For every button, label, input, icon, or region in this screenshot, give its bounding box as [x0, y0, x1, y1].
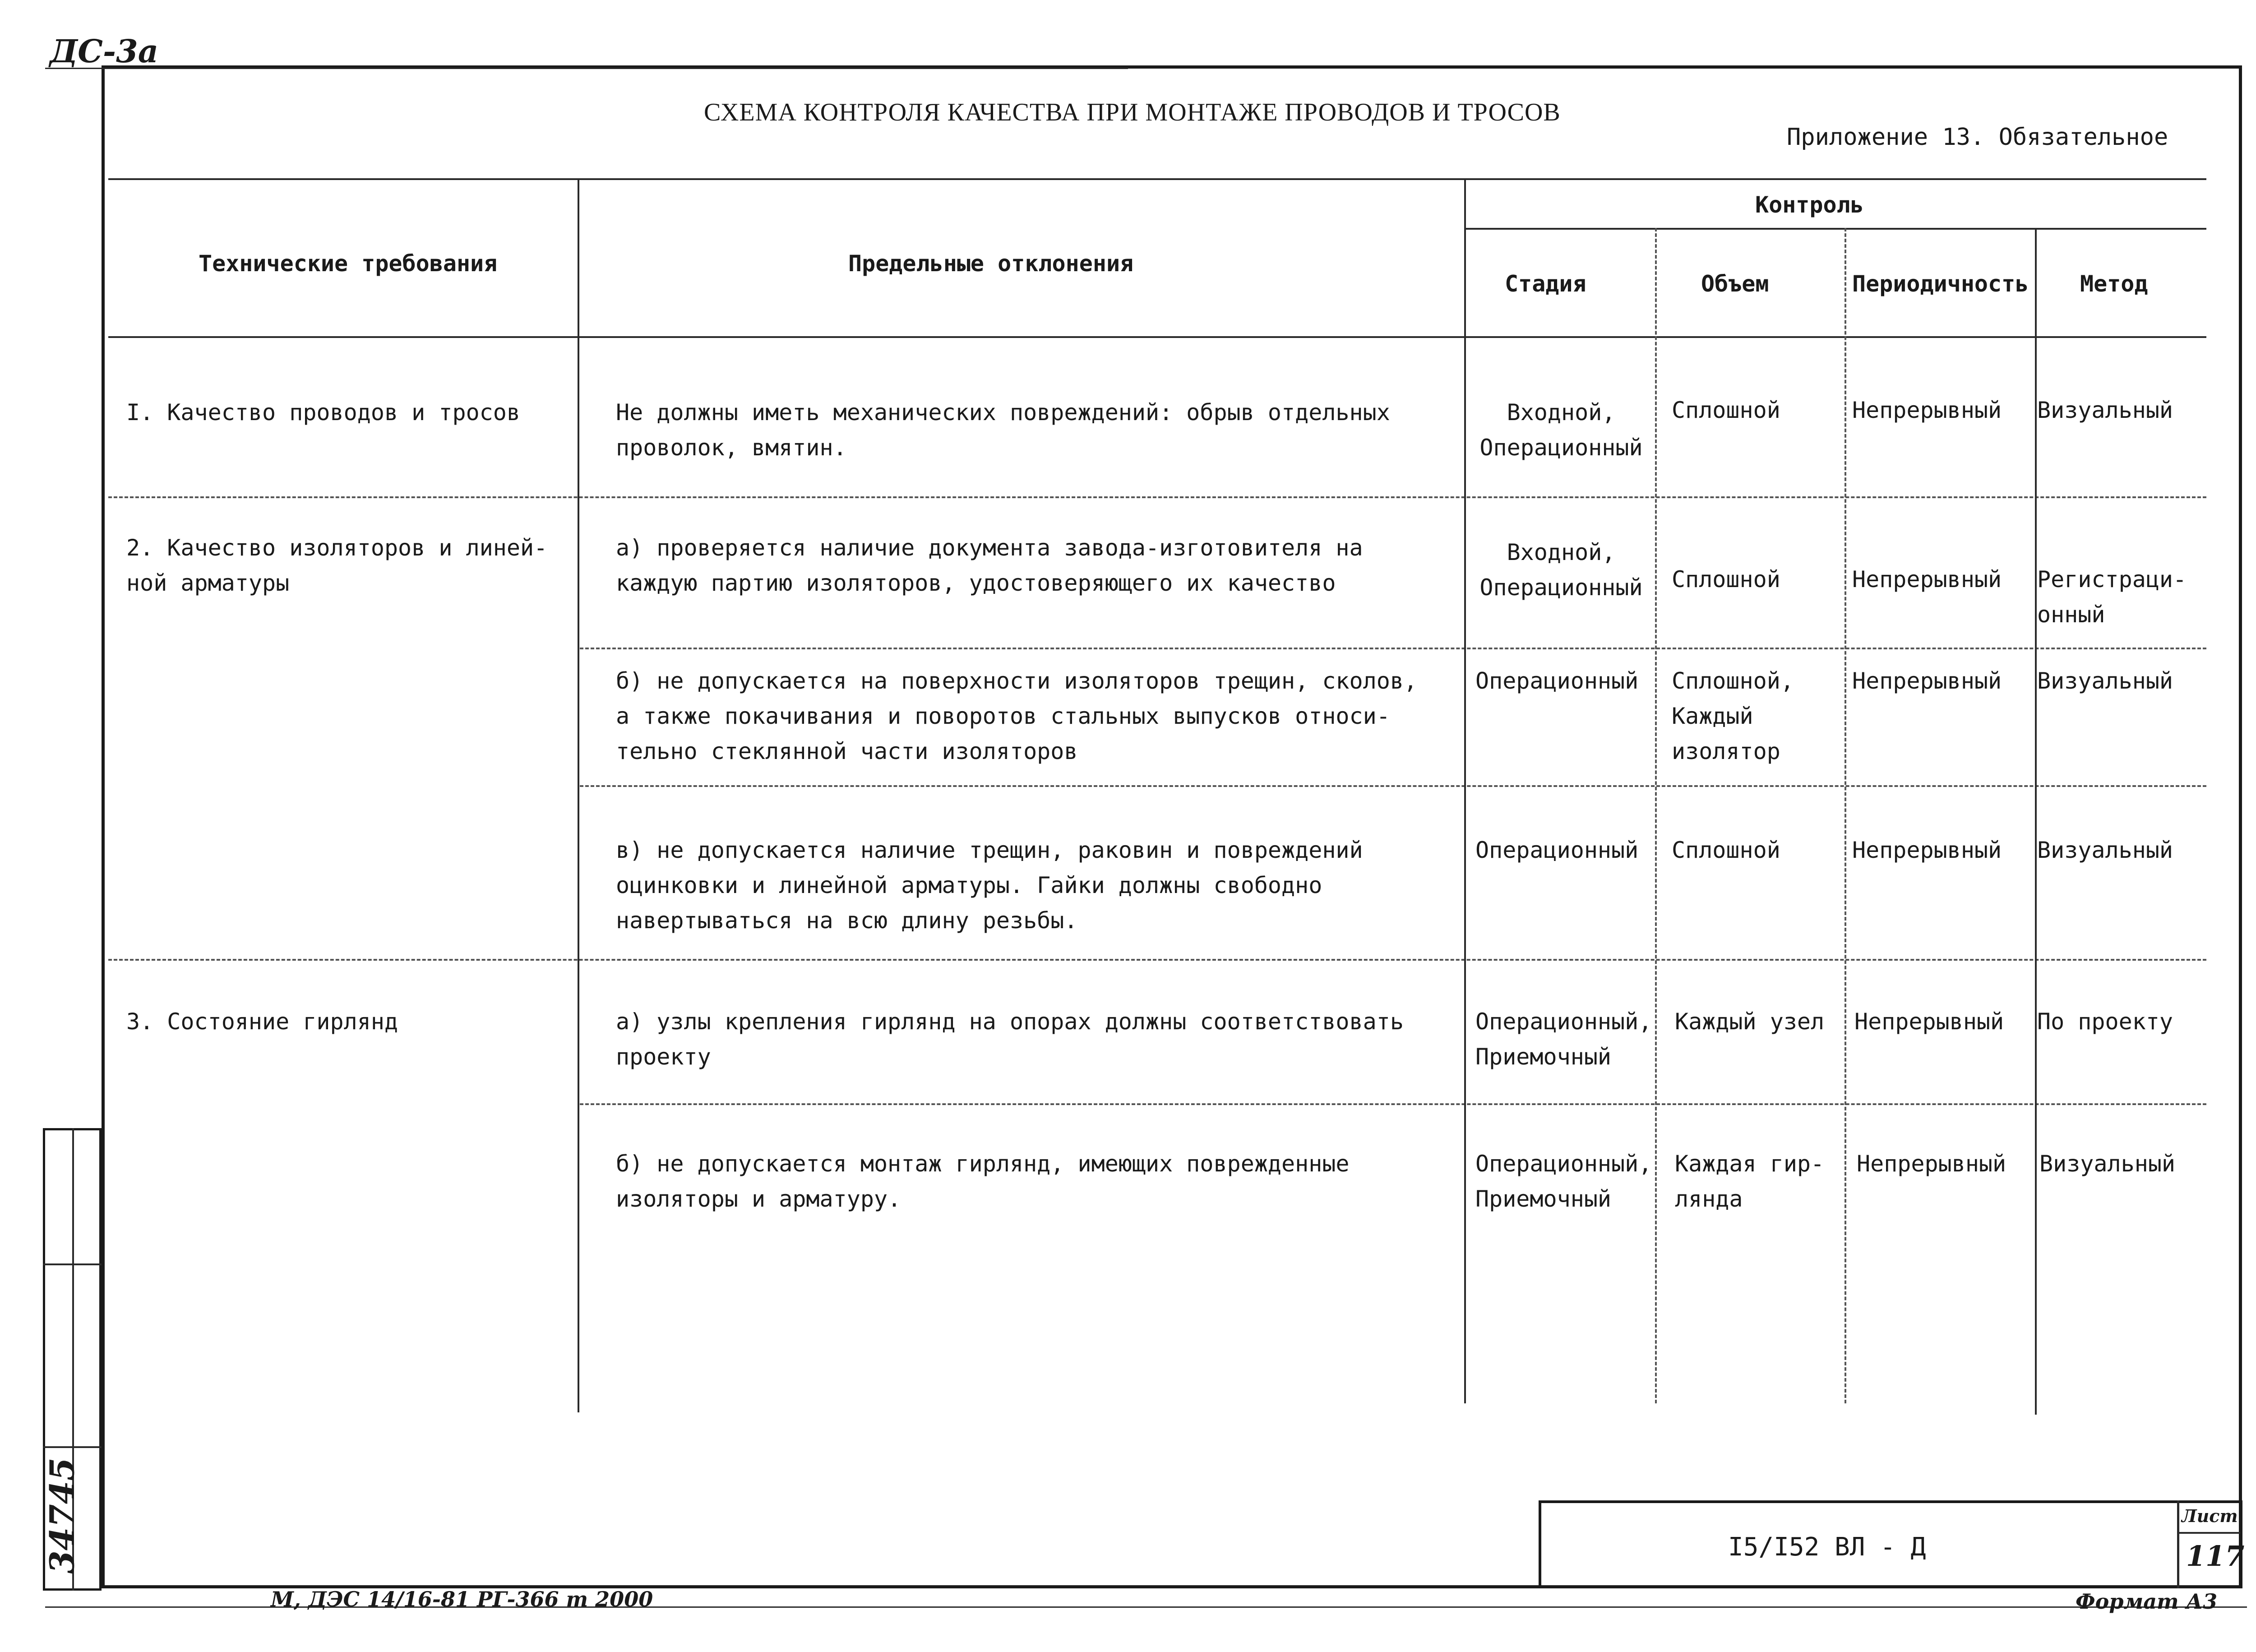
- stage-text: Операционный, Приемочный: [1475, 1009, 1652, 1070]
- header-deviations: Предельные отклонения: [848, 250, 1134, 277]
- method-text: Визуальный: [2037, 837, 2173, 863]
- col-divider-method: [2035, 228, 2037, 1415]
- col-divider-deviation: [578, 178, 579, 1412]
- row-divider-1: [108, 496, 2206, 498]
- header-periodicity: Периодичность: [1852, 271, 2029, 297]
- method-text: Визуальный: [2039, 1151, 2176, 1177]
- header-stage: Стадия: [1505, 271, 1586, 297]
- requirement-text: 2. Качество изоляторов и линей- ной арматуры: [126, 535, 548, 596]
- row-divider-5: [580, 1103, 2206, 1105]
- header-requirements: Технические требования: [199, 250, 498, 277]
- row-divider-4: [108, 959, 2206, 961]
- deviation-text: а) проверяется наличие документа завода-изготовителя на каждую партию изоляторов, удостоверяющего их качество: [616, 535, 1363, 596]
- volume-text: Каждая гир- лянда: [1675, 1151, 1825, 1212]
- corner-note: ДС-3а: [50, 32, 159, 70]
- method-text: Регистраци- онный: [2037, 566, 2187, 628]
- control-subheader-line: [1464, 228, 2206, 230]
- method-text: Визуальный: [2037, 668, 2173, 694]
- periodicity-text: Непрерывный: [1852, 566, 2002, 592]
- format-label: Формат А3: [2076, 1589, 2218, 1614]
- periodicity-text: Непрерывный: [1852, 668, 2002, 694]
- requirement-text: 3. Состояние гирлянд: [126, 1009, 398, 1035]
- appendix-label: Приложение 13. Обязательное: [1787, 124, 2168, 151]
- deviation-text: б) не допускается на поверхности изоляторов трещин, сколов, а также покачивания и поворотов стальных выпусков относи- тельно стеклянной части изоляторов: [616, 668, 1418, 764]
- row-divider-3: [580, 785, 2206, 787]
- stage-text: Операционный: [1475, 837, 1639, 863]
- volume-text: Сплошной: [1672, 397, 1780, 423]
- page-title: СХЕМА КОНТРОЛЯ КАЧЕСТВА ПРИ МОНТАЖЕ ПРОВОДОВ И ТРОСОВ: [704, 98, 1561, 126]
- deviation-text: а) узлы крепления гирлянд на опорах должны соответствовать проекту: [616, 1009, 1404, 1070]
- header-bottom-line: [108, 336, 2206, 338]
- title-block-divider: [2177, 1500, 2179, 1588]
- col-divider-periodicity: [1845, 228, 1846, 1403]
- periodicity-text: Непрерывный: [1852, 837, 2002, 863]
- periodicity-text: Непрерывный: [1854, 1009, 2004, 1035]
- table-top-line: [108, 178, 2206, 180]
- stage-text: Операционный, Приемочный: [1475, 1151, 1652, 1212]
- header-volume: Объем: [1701, 271, 1769, 297]
- stage-text: Операционный: [1475, 668, 1639, 694]
- volume-text: Каждый узел: [1675, 1009, 1825, 1035]
- document-code: I5/I52 ВЛ - Д: [1728, 1532, 1926, 1562]
- header-method: Метод: [2080, 271, 2148, 297]
- deviation-text: в) не допускается наличие трещин, раковин и повреждений оцинковки и линейной арматуры. Гайки должны свободно навертываться на всю длину резьбы.: [616, 837, 1363, 934]
- stage-text: Входной, Операционный: [1479, 539, 1643, 601]
- volume-text: Сплошной: [1672, 566, 1780, 592]
- row-divider-2: [580, 648, 2206, 649]
- periodicity-text: Непрерывный: [1852, 397, 2002, 423]
- sheet-label: Лист: [2182, 1506, 2238, 1526]
- stage-text: Входной, Операционный: [1479, 399, 1643, 461]
- volume-text: Сплошной: [1672, 837, 1780, 863]
- sheet-label-line: [2177, 1532, 2240, 1534]
- sheet-number: 117: [2186, 1540, 2245, 1573]
- requirement-text: I. Качество проводов и тросов: [126, 399, 520, 426]
- col-divider-stage: [1464, 178, 1466, 1403]
- inventory-number: 34745: [43, 1458, 82, 1574]
- method-text: По проекту: [2037, 1009, 2173, 1035]
- method-text: Визуальный: [2037, 397, 2173, 423]
- top-rule: [45, 68, 1128, 69]
- periodicity-text: Непрерывный: [1857, 1151, 2006, 1177]
- deviation-text: б) не допускается монтаж гирлянд, имеющих поврежденные изоляторы и арматуру.: [616, 1151, 1350, 1212]
- volume-text: Сплошной, Каждый изолятор: [1672, 668, 1794, 764]
- deviation-text: Не должны иметь механических повреждений: обрыв отдельных проволок, вмятин.: [616, 399, 1390, 461]
- header-control: Контроль: [1755, 192, 1864, 218]
- footer-left-note: M, ДЭС 14/16-81 РГ-366 т 2000: [271, 1587, 653, 1611]
